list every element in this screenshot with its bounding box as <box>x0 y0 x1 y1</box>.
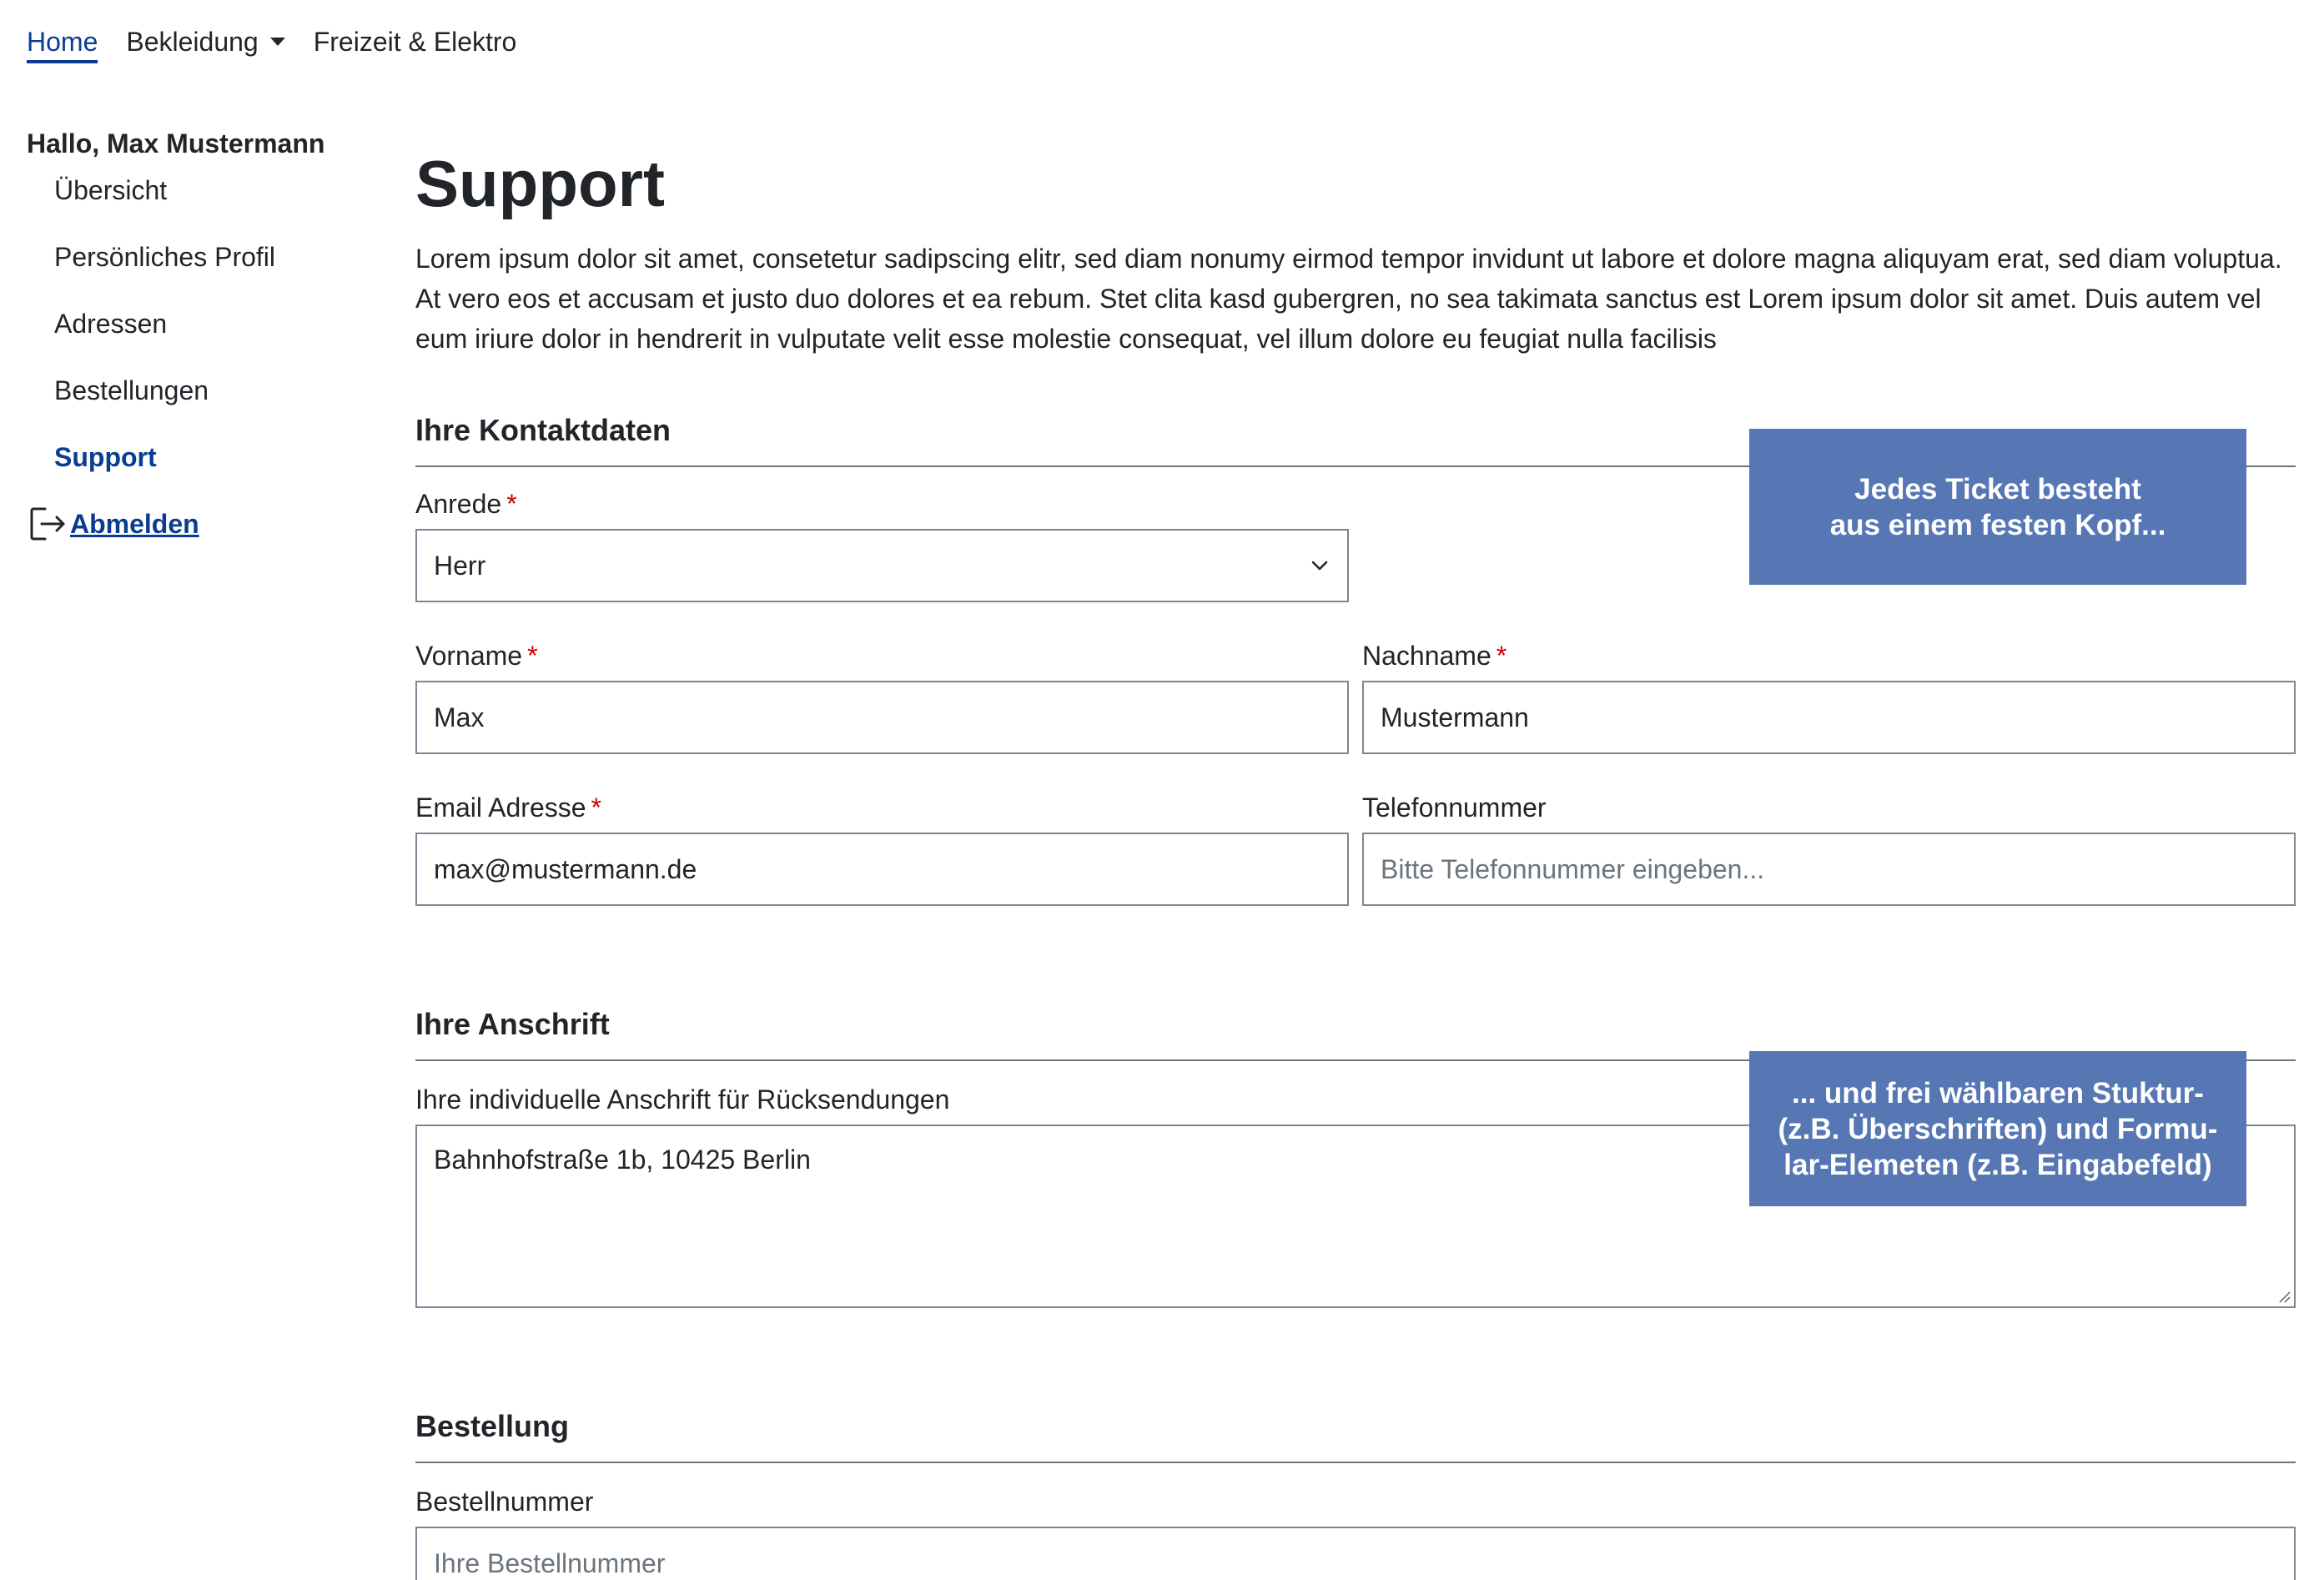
vorname-label <box>415 637 1349 674</box>
telefon-input[interactable]: Bitte Telefonnummer eingeben... <box>1362 833 2296 906</box>
nachname-input[interactable]: Mustermann <box>1362 681 2296 754</box>
anrede-select-value: Herr <box>434 550 486 581</box>
logout-icon <box>27 504 67 544</box>
nachname-label-text: Nachname <box>1362 641 1491 671</box>
required-mark: * <box>591 793 601 823</box>
vorname-input[interactable]: Max <box>415 681 1349 754</box>
sidebar-item-adressen[interactable]: Adressen <box>54 309 168 339</box>
order-number-input[interactable]: Ihre Bestellnummer <box>415 1527 2296 1580</box>
nav-freizeit-link[interactable]: Freizeit & Elektro <box>313 27 517 57</box>
caret-down-icon <box>270 38 285 46</box>
support-main <box>415 142 2296 1580</box>
sidebar-item-support[interactable]: Support <box>54 442 157 472</box>
email-input[interactable]: max@mustermann.de <box>415 833 1349 906</box>
sidebar-item-profil[interactable]: Persönliches Profil <box>54 242 275 272</box>
order-number-label: Bestellnummer <box>415 1487 594 1517</box>
anrede-label-text: Anrede <box>415 489 502 519</box>
required-mark: * <box>506 489 517 519</box>
user-greeting: Hallo, Max Mustermann <box>27 128 325 159</box>
email-label-text: Email Adresse <box>415 793 586 823</box>
vorname-label-text: Vorname <box>415 641 523 671</box>
email-label <box>415 789 1349 826</box>
anrede-select[interactable] <box>415 529 1349 602</box>
logout-link[interactable] <box>27 504 377 544</box>
callout-free-structure: ... und frei wählbaren Stuktur- (z.B. Überschriften) und Formu- lar-Elemeten (z.B. Eingabefeld) <box>1749 1051 2246 1206</box>
contact-heading: Ihre Kontaktdaten <box>415 410 2296 467</box>
sidebar-item-uebersicht[interactable]: Übersicht <box>54 175 168 205</box>
intro-text: Lorem ipsum dolor sit amet, consetetur sadipscing elitr, sed diam nonumy eirmod tempor invidunt ut labore et dolore magna aliquyam erat, sed diam voluptua. At vero eos et accusam et justo duo dolores et ea rebum. Stet clita kasd gubergren, no sea takimata sanctus est Lorem ipsum dolor sit amet. Duis autem vel eum iriure dolor in hendrerit in vulputate velit esse molestie consequat, vel illum dolore eu feugiat nulla facilisis <box>415 244 2282 354</box>
nav-bekleidung-dropdown[interactable] <box>126 23 284 60</box>
resize-handle-icon[interactable] <box>2276 1288 2291 1303</box>
telefon-label: Telefonnummer <box>1362 793 1547 823</box>
chevron-down-icon <box>1309 555 1331 576</box>
account-sidebar <box>27 125 377 544</box>
address-label: Ihre individuelle Anschrift für Rücksendungen <box>415 1084 950 1115</box>
sidebar-menu <box>27 172 377 506</box>
logout-label: Abmelden <box>70 508 199 539</box>
nachname-label <box>1362 637 2296 674</box>
address-heading: Ihre Anschrift <box>415 1004 2296 1061</box>
nav-bekleidung-label: Bekleidung <box>126 27 259 57</box>
order-section <box>415 1406 2296 1580</box>
page-title: Support <box>415 147 665 220</box>
required-mark: * <box>527 641 538 671</box>
order-heading: Bestellung <box>415 1406 2296 1463</box>
address-value: Bahnhofstraße 1b, 10425 Berlin <box>434 1145 811 1175</box>
callout-fixed-header: Jedes Ticket besteht aus einem festen Kopf... <box>1749 429 2246 585</box>
required-mark: * <box>1496 641 1507 671</box>
sidebar-item-bestellungen[interactable]: Bestellungen <box>54 375 209 405</box>
top-navigation <box>27 23 545 63</box>
anrede-label <box>415 486 1349 522</box>
nav-home-link[interactable]: Home <box>27 23 98 63</box>
